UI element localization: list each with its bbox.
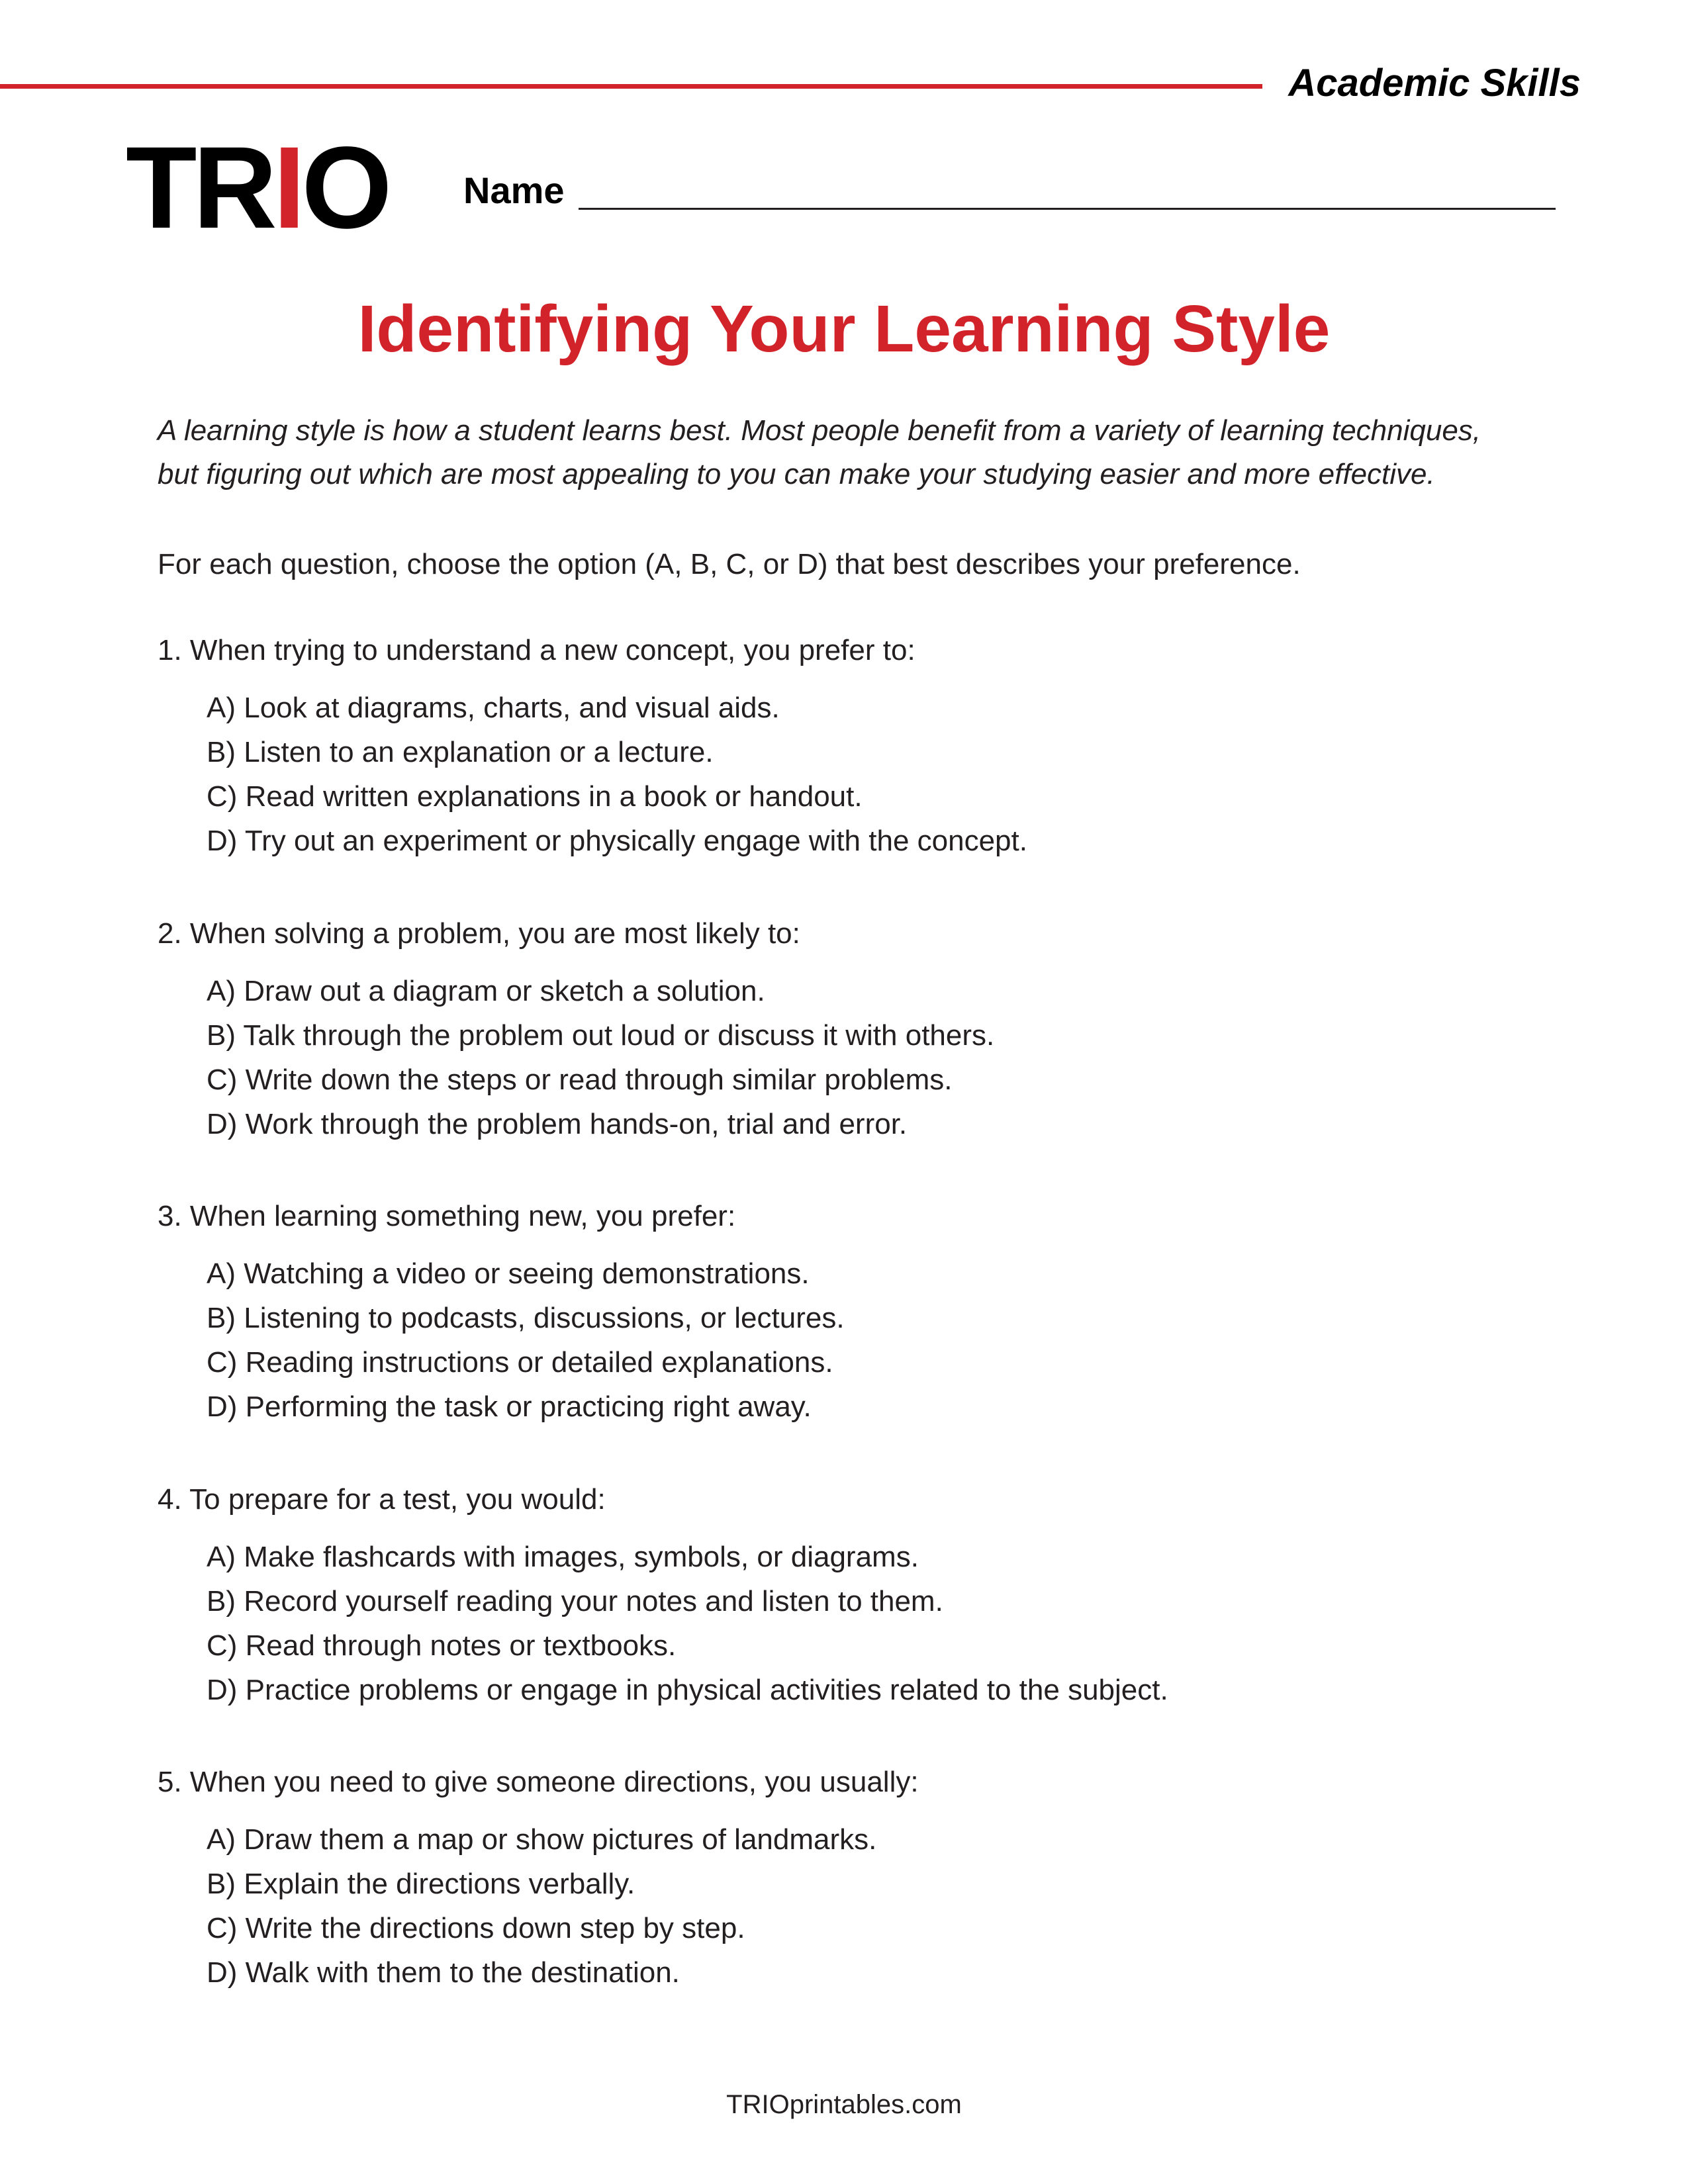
answer-option[interactable]: B) Listen to an explanation or a lecture. — [207, 736, 714, 768]
section-label: Academic Skills — [1288, 62, 1581, 105]
answer-option[interactable]: A) Watching a video or seeing demonstrations. — [207, 1257, 810, 1290]
intro-line: but figuring out which are most appealing to you can make your studying easier and more effective. — [158, 458, 1435, 490]
question-4 — [158, 1478, 1168, 1712]
question-1 — [158, 629, 1027, 863]
answer-option[interactable]: D) Performing the task or practicing right away. — [207, 1390, 812, 1423]
question-text: 2. When solving a problem, you are most likely to: — [158, 917, 800, 950]
answer-option[interactable]: B) Listening to podcasts, discussions, or lectures. — [207, 1302, 845, 1334]
instructions: For each question, choose the option (A, B, C, or D) that best describes your preference. — [158, 548, 1301, 580]
page-title: Identifying Your Learning Style — [357, 292, 1331, 366]
intro — [158, 409, 1481, 496]
answer-option[interactable]: D) Practice problems or engage in physical activities related to the subject. — [207, 1674, 1168, 1706]
logo-o: O — [301, 123, 389, 253]
answer-option[interactable]: C) Reading instructions or detailed explanations. — [207, 1346, 833, 1379]
answer-option[interactable]: B) Explain the directions verbally. — [207, 1868, 635, 1900]
name-field[interactable] — [579, 208, 1556, 210]
answer-option[interactable]: A) Make flashcards with images, symbols, or diagrams. — [207, 1541, 919, 1573]
question-text: 4. To prepare for a test, you would: — [158, 1483, 606, 1516]
question-text: 3. When learning something new, you prefer: — [158, 1200, 736, 1232]
logo-tr: TR — [126, 123, 273, 253]
intro-line: A learning style is how a student learns best. Most people benefit from a variety of learning techniques, — [158, 414, 1481, 447]
answer-option[interactable]: A) Draw out a diagram or sketch a solution. — [207, 975, 765, 1007]
answer-option[interactable]: B) Talk through the problem out loud or discuss it with others. — [207, 1019, 995, 1052]
answer-option[interactable]: D) Work through the problem hands-on, trial and error. — [207, 1108, 908, 1140]
answer-option[interactable]: C) Write the directions down step by step. — [207, 1912, 745, 1944]
answer-option[interactable]: B) Record yourself reading your notes and listen to them. — [207, 1585, 943, 1617]
answer-option[interactable]: A) Look at diagrams, charts, and visual aids. — [207, 692, 780, 724]
question-text: 1. When trying to understand a new concept, you prefer to: — [158, 634, 915, 666]
question-2 — [158, 912, 994, 1146]
footer-url: TRIOprintables.com — [726, 2090, 962, 2119]
header-rule — [0, 84, 1262, 89]
answer-option[interactable]: C) Read written explanations in a book or handout. — [207, 780, 863, 813]
question-text: 5. When you need to give someone directions, you usually: — [158, 1766, 919, 1798]
trio-logo — [126, 123, 389, 253]
name-label: Name — [463, 169, 565, 211]
answer-option[interactable]: A) Draw them a map or show pictures of landmarks. — [207, 1823, 877, 1856]
question-3 — [158, 1195, 845, 1429]
logo-i: I — [273, 123, 302, 253]
answer-option[interactable]: D) Walk with them to the destination. — [207, 1956, 680, 1989]
answer-option[interactable]: D) Try out an experiment or physically engage with the concept. — [207, 825, 1027, 857]
question-5 — [158, 1760, 919, 1995]
answer-option[interactable]: C) Read through notes or textbooks. — [207, 1629, 677, 1662]
answer-option[interactable]: C) Write down the steps or read through similar problems. — [207, 1064, 953, 1096]
